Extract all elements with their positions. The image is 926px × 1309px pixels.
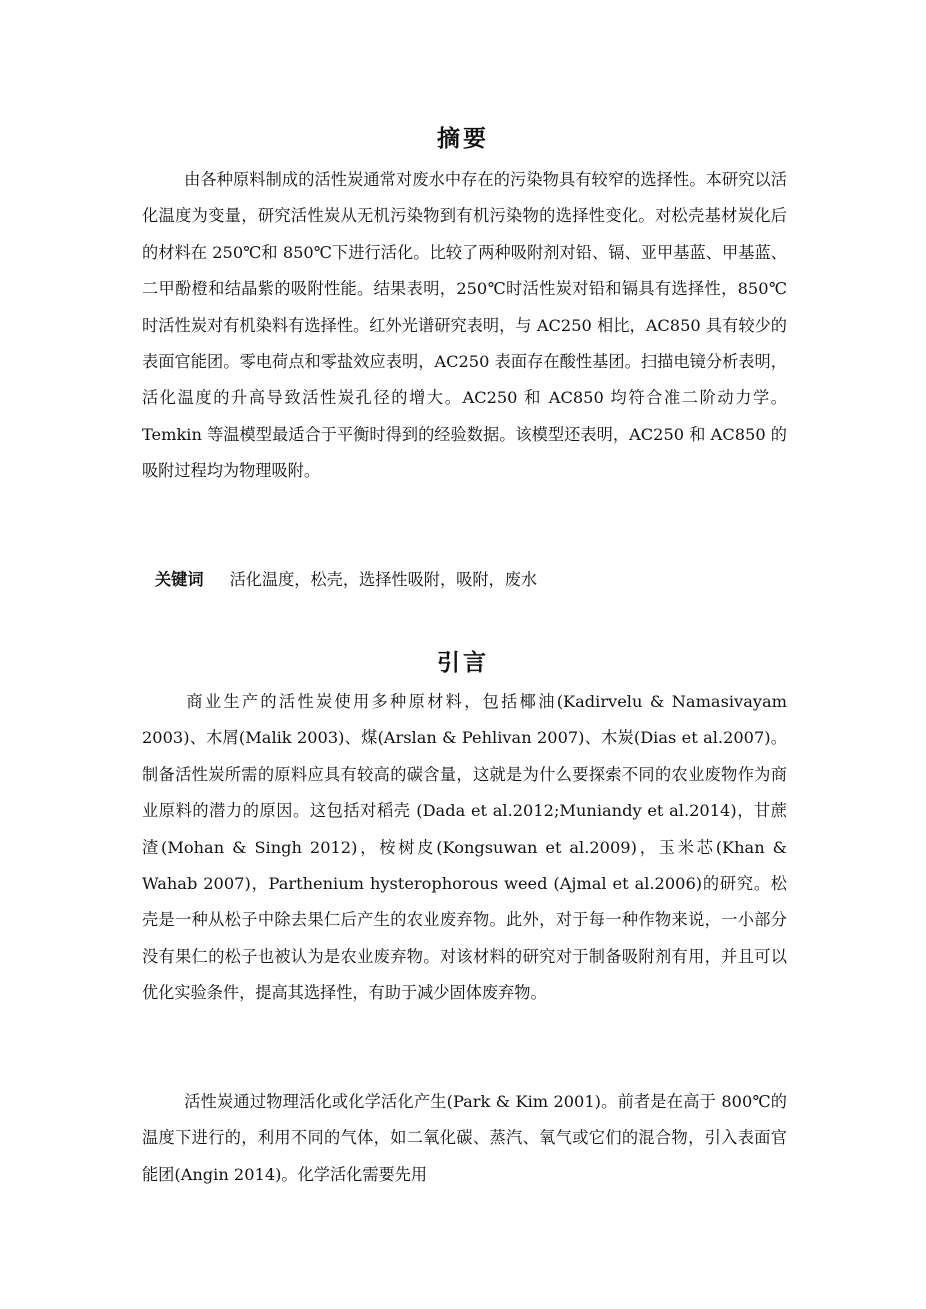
intro-paragraph-1: 商业生产的活性炭使用多种原材料，包括椰油(Kadirvelu & Namasivayam 2003)、木屑(Malik 2003)、煤(Arslan & Pehlivan 2007)、木炭(Dias et al.2007)。制备活性炭所需的原料应具有较高的碳含量，这就是为什么要探索不同的农业废物作为商业原料的潜力的原因。这包括对稻壳 (Dada et al.2012;Muniandy et al.2014)，甘蔗渣(Mohan & Singh 2012)，桉树皮(Kongsuwan et al.2009)，玉米芯(Khan & Wahab 2007)，Parthenium hysterophorous weed (Ajmal et al.2006)的研究。松壳是一种从松子中除去果仁后产生的农业废弃物。此外，对于每一种作物来说，一小部分没有果仁的松子也被认为是农业废弃物。对该材料的研究对于制备吸附剂有用，并且可以优化实验条件，提高其选择性，有助于减少固体废弃物。: [142, 692, 787, 1003]
abstract-paragraph: 由各种原料制成的活性炭通常对废水中存在的污染物具有较窄的选择性。本研究以活化温度为变量，研究活性炭从无机污染物到有机污染物的选择性变化。对松壳基材炭化后的材料在 250℃和 850℃下进行活化。比较了两种吸附剂对铅、镉、亚甲基蓝、甲基蓝、二甲酚橙和结晶紫的吸附性能。结果表明，250℃时活性炭对铅和镉具有选择性，850℃时活性炭对有机染料有选择性。红外光谱研究表明，与 AC250 相比，AC850 具有较少的表面官能团。零电荷点和零盐效应表明，AC250 表面存在酸性基团。扫描电镜分析表明，活化温度的升高导致活性炭孔径的增大。AC250 和 AC850 均符合准二阶动力学。Temkin 等温模型最适合于平衡时得到的经验数据。该模型还表明，AC250 和 AC850 的吸附过程均为物理吸附。: [142, 170, 787, 481]
keywords-text: 活化温度，松壳，选择性吸附，吸附，废水: [229, 570, 538, 589]
intro-paragraph-2: 活性炭通过物理活化或化学活化产生(Park & Kim 2001)。前者是在高于 800℃的温度下进行的，利用不同的气体，如二氧化碳、蒸汽、氧气或它们的混合物，引入表面官能团(Angin 2014)。化学活化需要先用: [142, 1092, 787, 1184]
keywords-line: [155, 565, 537, 595]
intro-title: 引言: [437, 650, 489, 676]
keywords-label: 关键词: [155, 570, 204, 589]
abstract-title: 摘要: [437, 126, 489, 152]
